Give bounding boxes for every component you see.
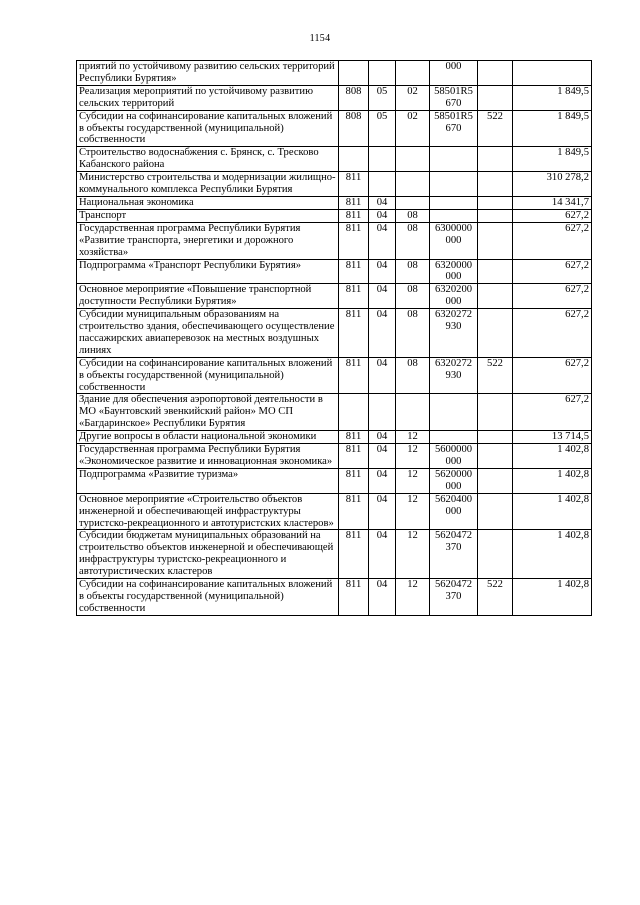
target-article-cell: 58501R5 670 [430,110,478,147]
section-code-cell: 04 [369,530,396,579]
target-article-cell: 6320272 930 [430,309,478,358]
subsection-code-cell: 12 [396,468,430,493]
budget-table [76,60,592,616]
ministry-code-cell: 811 [339,284,369,309]
expense-type-cell [478,259,513,284]
table-row [77,196,592,209]
subsection-code-cell: 12 [396,431,430,444]
ministry-code-cell: 811 [339,468,369,493]
target-article-cell: 5620472 370 [430,530,478,579]
section-code-cell [369,61,396,86]
amount-cell: 1 849,5 [513,147,592,172]
row-name-cell: приятий по устойчивому развитию сельских территорий Республики Бурятия» [77,61,339,86]
table-row [77,468,592,493]
ministry-code-cell: 811 [339,259,369,284]
section-code-cell: 04 [369,222,396,259]
amount-cell: 1 402,8 [513,530,592,579]
section-code-cell [369,172,396,197]
ministry-code-cell: 811 [339,196,369,209]
expense-type-cell: 522 [478,579,513,616]
table-row [77,394,592,431]
target-article-cell [430,172,478,197]
ministry-code-cell: 811 [339,431,369,444]
table-row [77,172,592,197]
target-article-cell [430,147,478,172]
ministry-code-cell: 808 [339,85,369,110]
row-name-cell: Другие вопросы в области национальной экономики [77,431,339,444]
table-body [77,61,592,616]
subsection-code-cell: 08 [396,222,430,259]
target-article-cell: 6320200 000 [430,284,478,309]
table-row [77,530,592,579]
table-row [77,493,592,530]
table-row [77,444,592,469]
ministry-code-cell: 808 [339,110,369,147]
ministry-code-cell: 811 [339,357,369,394]
expense-type-cell: 522 [478,357,513,394]
expense-type-cell [478,209,513,222]
target-article-cell: 5620000 000 [430,468,478,493]
row-name-cell: Субсидии на софинансирование капитальных вложений в объекты государственной (муниципальной) собственности [77,357,339,394]
section-code-cell: 04 [369,579,396,616]
subsection-code-cell: 12 [396,530,430,579]
ministry-code-cell: 811 [339,222,369,259]
section-code-cell [369,147,396,172]
subsection-code-cell: 12 [396,444,430,469]
target-article-cell: 000 [430,61,478,86]
target-article-cell [430,431,478,444]
subsection-code-cell [396,394,430,431]
amount-cell: 14 341,7 [513,196,592,209]
subsection-code-cell: 08 [396,209,430,222]
row-name-cell: Национальная экономика [77,196,339,209]
table-row [77,309,592,358]
target-article-cell: 58501R5 670 [430,85,478,110]
table-row [77,284,592,309]
row-name-cell: Основное мероприятие «Повышение транспортной доступности Республики Бурятия» [77,284,339,309]
subsection-code-cell: 12 [396,579,430,616]
table-row [77,110,592,147]
target-article-cell: 6300000 000 [430,222,478,259]
subsection-code-cell: 02 [396,110,430,147]
amount-cell: 627,2 [513,357,592,394]
amount-cell: 627,2 [513,222,592,259]
row-name-cell: Субсидии бюджетам муниципальных образований на строительство объектов инженерной и обеспечивающей инфраструктуры туристско-рекреационного и автотуристических кластеров [77,530,339,579]
ministry-code-cell: 811 [339,172,369,197]
expense-type-cell [478,196,513,209]
table-row [77,259,592,284]
ministry-code-cell: 811 [339,530,369,579]
subsection-code-cell [396,61,430,86]
subsection-code-cell [396,196,430,209]
section-code-cell: 04 [369,431,396,444]
row-name-cell: Транспорт [77,209,339,222]
amount-cell: 627,2 [513,209,592,222]
row-name-cell: Государственная программа Республики Бурятия «Развитие транспорта, энергетики и дорожного хозяйства» [77,222,339,259]
ministry-code-cell [339,147,369,172]
target-article-cell: 6320000 000 [430,259,478,284]
ministry-code-cell: 811 [339,579,369,616]
section-code-cell: 04 [369,209,396,222]
subsection-code-cell: 02 [396,85,430,110]
amount-cell: 1 402,8 [513,468,592,493]
expense-type-cell [478,431,513,444]
amount-cell: 1 402,8 [513,579,592,616]
row-name-cell: Подпрограмма «Транспорт Республики Бурятия» [77,259,339,284]
expense-type-cell [478,147,513,172]
table-row [77,209,592,222]
row-name-cell: Здание для обеспечения аэропортовой деятельности в МО «Баунтовский эвенкийский район» МО СП «Багдаринское» Республики Бурятия [77,394,339,431]
ministry-code-cell: 811 [339,444,369,469]
row-name-cell: Субсидии на софинансирование капитальных вложений в объекты государственной (муниципальной) собственности [77,579,339,616]
expense-type-cell [478,85,513,110]
section-code-cell: 04 [369,284,396,309]
row-name-cell: Подпрограмма «Развитие туризма» [77,468,339,493]
amount-cell: 1 402,8 [513,493,592,530]
target-article-cell [430,209,478,222]
expense-type-cell [478,530,513,579]
expense-type-cell [478,394,513,431]
expense-type-cell [478,61,513,86]
subsection-code-cell: 12 [396,493,430,530]
table-row [77,147,592,172]
amount-cell: 627,2 [513,309,592,358]
expense-type-cell [478,222,513,259]
subsection-code-cell: 08 [396,309,430,358]
amount-cell: 13 714,5 [513,431,592,444]
amount-cell: 310 278,2 [513,172,592,197]
row-name-cell: Строительство водоснабжения с. Брянск, с. Тресково Кабанского района [77,147,339,172]
table-row [77,431,592,444]
page-number: 1154 [309,33,331,44]
target-article-cell: 5600000 000 [430,444,478,469]
ministry-code-cell [339,394,369,431]
amount-cell: 627,2 [513,394,592,431]
expense-type-cell [478,309,513,358]
section-code-cell: 04 [369,493,396,530]
expense-type-cell [478,172,513,197]
table-row [77,85,592,110]
amount-cell: 1 849,5 [513,85,592,110]
row-name-cell: Субсидии на софинансирование капитальных вложений в объекты государственной (муниципальной) собственности [77,110,339,147]
ministry-code-cell: 811 [339,309,369,358]
table-row [77,61,592,86]
amount-cell: 1 402,8 [513,444,592,469]
subsection-code-cell: 08 [396,259,430,284]
subsection-code-cell [396,172,430,197]
section-code-cell: 04 [369,444,396,469]
expense-type-cell: 522 [478,110,513,147]
section-code-cell [369,394,396,431]
section-code-cell: 05 [369,85,396,110]
row-name-cell: Субсидии муниципальным образованиям на строительство здания, обеспечивающего осуществление пассажирских авиаперевозок на местных воздушных линиях [77,309,339,358]
table-row [77,222,592,259]
row-name-cell: Реализация мероприятий по устойчивому развитию сельских территорий [77,85,339,110]
section-code-cell: 04 [369,259,396,284]
expense-type-cell [478,444,513,469]
expense-type-cell [478,284,513,309]
section-code-cell: 04 [369,357,396,394]
subsection-code-cell: 08 [396,284,430,309]
row-name-cell: Основное мероприятие «Строительство объектов инженерной и обеспечивающей инфраструктуры туристско-рекреационного и автотуристских кластеров» [77,493,339,530]
amount-cell: 1 849,5 [513,110,592,147]
target-article-cell [430,394,478,431]
section-code-cell: 05 [369,110,396,147]
expense-type-cell [478,468,513,493]
target-article-cell: 6320272 930 [430,357,478,394]
row-name-cell: Министерство строительства и модернизации жилищно-коммунального комплекса Республики Бурятия [77,172,339,197]
amount-cell [513,61,592,86]
target-article-cell: 5620400 000 [430,493,478,530]
target-article-cell [430,196,478,209]
target-article-cell: 5620472 370 [430,579,478,616]
expense-type-cell [478,493,513,530]
ministry-code-cell [339,61,369,86]
ministry-code-cell: 811 [339,493,369,530]
amount-cell: 627,2 [513,284,592,309]
table-row [77,357,592,394]
subsection-code-cell [396,147,430,172]
section-code-cell: 04 [369,468,396,493]
section-code-cell: 04 [369,196,396,209]
table-row [77,579,592,616]
amount-cell: 627,2 [513,259,592,284]
ministry-code-cell: 811 [339,209,369,222]
section-code-cell: 04 [369,309,396,358]
subsection-code-cell: 08 [396,357,430,394]
row-name-cell: Государственная программа Республики Бурятия «Экономическое развитие и инновационная экономика» [77,444,339,469]
